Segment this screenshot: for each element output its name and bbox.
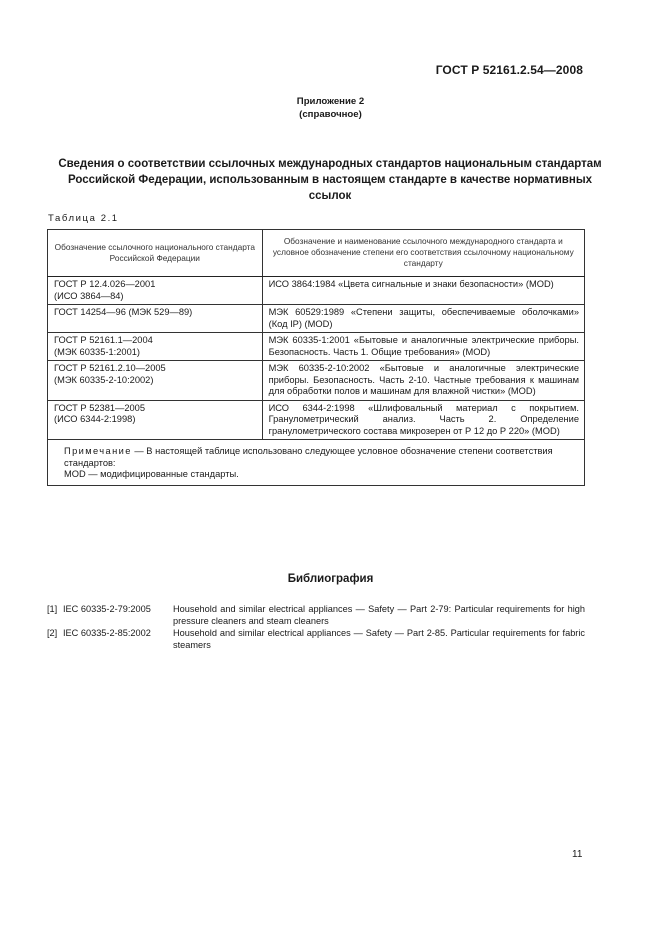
national-code: ГОСТ Р 12.4.026—2001	[54, 279, 156, 289]
table-note	[48, 440, 585, 486]
cell-international: ИСО 3864:1984 «Цвета сигнальные и знаки безопасности» (MOD)	[262, 277, 584, 305]
note-text: — В настоящей таблице использовано следующее условное обозначение степени соответствия стандартов:	[64, 446, 553, 468]
table-row	[48, 400, 585, 440]
table-caption: Таблица 2.1	[48, 213, 119, 224]
appendix-subtitle: (справочное)	[299, 109, 362, 120]
table-row	[48, 277, 585, 305]
cell-international: МЭК 60335-1:2001 «Бытовые и аналогичные электрические приборы. Безопасность. Часть 1. Общие требования» (MOD)	[262, 333, 584, 361]
national-equivalent: (МЭК 60335-1:2001)	[54, 346, 141, 357]
section-title: Сведения о соответствии ссылочных международных стандартов национальным стандартам Российской Федерации, использованным в настоящем стандарте в качестве нормативных ссылок	[58, 158, 602, 202]
note-label: Примечание	[64, 446, 132, 456]
table-note-row	[48, 440, 585, 486]
cell-national	[48, 333, 263, 361]
national-code: ГОСТ Р 52161.1—2004	[54, 335, 153, 345]
bib-code: IEC 60335-2-85:2002	[63, 628, 151, 638]
table-row	[48, 305, 585, 333]
cell-national	[48, 400, 263, 440]
national-equivalent: (МЭК 60335-2-10:2002)	[54, 374, 154, 385]
page-number: 11	[572, 849, 583, 860]
cell-international: ИСО 6344-2:1998 «Шлифовальный материал с покрытием. Гранулометрический анализ. Часть 2. Определение гранулометрического состава микрозерен от Р 12 до Р 220» (MOD)	[262, 400, 584, 440]
table-row	[48, 333, 585, 361]
header-national: Обозначение ссылочного национального стандарта Российской Федерации	[48, 230, 263, 277]
bib-number: [2]	[47, 628, 58, 638]
national-code: ГОСТ Р 52161.2.10—2005	[54, 363, 166, 373]
cell-national	[48, 305, 263, 333]
note-line-2: MOD — модифицированные стандарты.	[64, 469, 239, 479]
table-header-row	[48, 230, 585, 277]
cell-international: МЭК 60529:1989 «Степени защиты, обеспечиваемые оболочками» (Код IP) (MOD)	[262, 305, 584, 333]
header-international: Обозначение и наименование ссылочного международного стандарта и условное обозначение степени его соответствия ссылочному национальному стандарту	[262, 230, 584, 277]
reference-table	[47, 229, 585, 486]
cell-national	[48, 277, 263, 305]
national-equivalent: (ИСО 6344-2:1998)	[54, 414, 136, 424]
bib-code: IEC 60335-2-79:2005	[63, 604, 151, 614]
bibliography-title: Библиография	[287, 573, 374, 585]
bib-number: [1]	[47, 604, 58, 614]
cell-national	[48, 361, 263, 401]
appendix-heading	[0, 95, 661, 121]
national-code: ГОСТ Р 52381—2005	[54, 402, 146, 413]
table-row	[48, 361, 585, 401]
appendix-title: Приложение 2	[296, 96, 365, 107]
national-equivalent: (ИСО 3864—84)	[54, 290, 124, 301]
bib-text: Household and similar electrical appliances — Safety — Part 2-79: Particular requirements for high pressure cleaners and steam cleaners	[173, 604, 585, 626]
national-code: ГОСТ 14254—96 (МЭК 529—89)	[54, 307, 193, 317]
note-line	[54, 446, 578, 469]
cell-international: МЭК 60335-2-10:2002 «Бытовые и аналогичные электрические приборы. Безопасность. Часть 2-10. Частные требования к машинам для обработки полов и машинам для влажной чистки» (MOD)	[262, 361, 584, 401]
document-code: ГОСТ Р 52161.2.54—2008	[435, 63, 583, 77]
bib-text: Household and similar electrical appliances — Safety — Part 2-85. Particular requirements for fabric steamers	[173, 628, 585, 650]
